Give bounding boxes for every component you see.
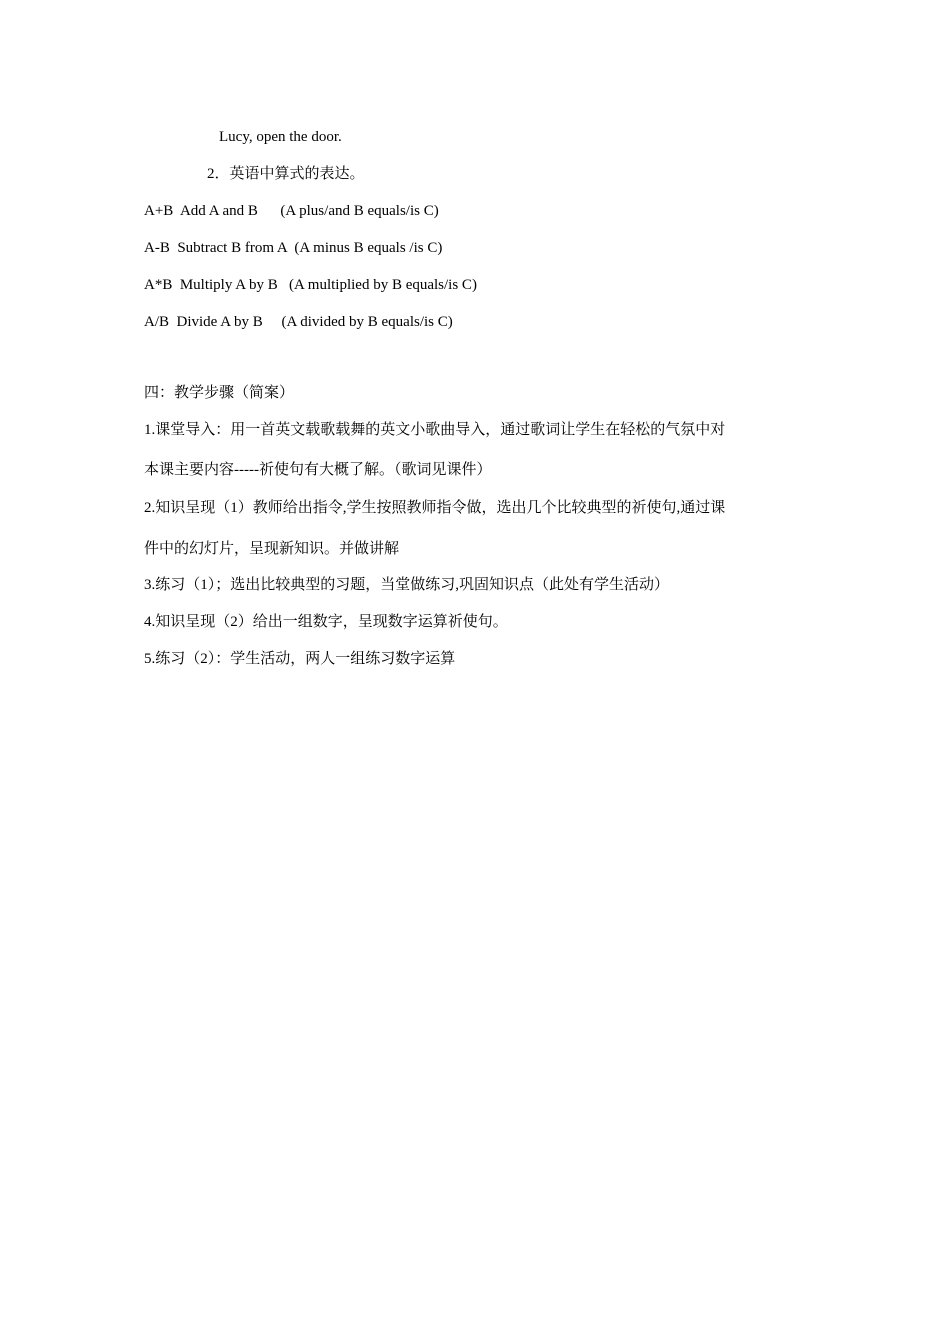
step-2-line-1: 2.知识呈现（1）教师给出指令,学生按照教师指令做，选出几个比较典型的祈使句,通过课 bbox=[144, 500, 726, 516]
step-1-line-2: 本课主要内容-----祈使句有大概了解。（歌词见课件） bbox=[144, 462, 492, 478]
step-4: 4.知识呈现（2）给出一组数字，呈现数字运算祈使句。 bbox=[144, 614, 508, 630]
math-line-addition: A+B Add A and B (A plus/and B equals/is C) bbox=[144, 203, 439, 219]
example-sentence: Lucy, open the door. bbox=[219, 129, 342, 145]
math-line-division: A/B Divide A by B (A divided by B equals/is C) bbox=[144, 314, 453, 330]
math-line-multiplication: A*B Multiply A by B (A multiplied by B equals/is C) bbox=[144, 277, 477, 293]
teaching-steps-heading: 四：教学步骤（简案） bbox=[144, 385, 295, 401]
math-line-subtraction: A-B Subtract B from A (A minus B equals /is C) bbox=[144, 240, 443, 256]
step-2-line-2: 件中的幻灯片，呈现新知识。并做讲解 bbox=[144, 541, 400, 557]
step-3: 3.练习（1）；选出比较典型的习题，当堂做练习,巩固知识点（此处有学生活动） bbox=[144, 577, 670, 593]
step-5: 5.练习（2）：学生活动，两人一组练习数字运算 bbox=[144, 651, 456, 667]
step-1-line-1: 1.课堂导入：用一首英文载歌载舞的英文小歌曲导入，通过歌词让学生在轻松的气氛中对 bbox=[144, 422, 726, 438]
math-expression-heading: 2．英语中算式的表达。 bbox=[207, 166, 365, 182]
